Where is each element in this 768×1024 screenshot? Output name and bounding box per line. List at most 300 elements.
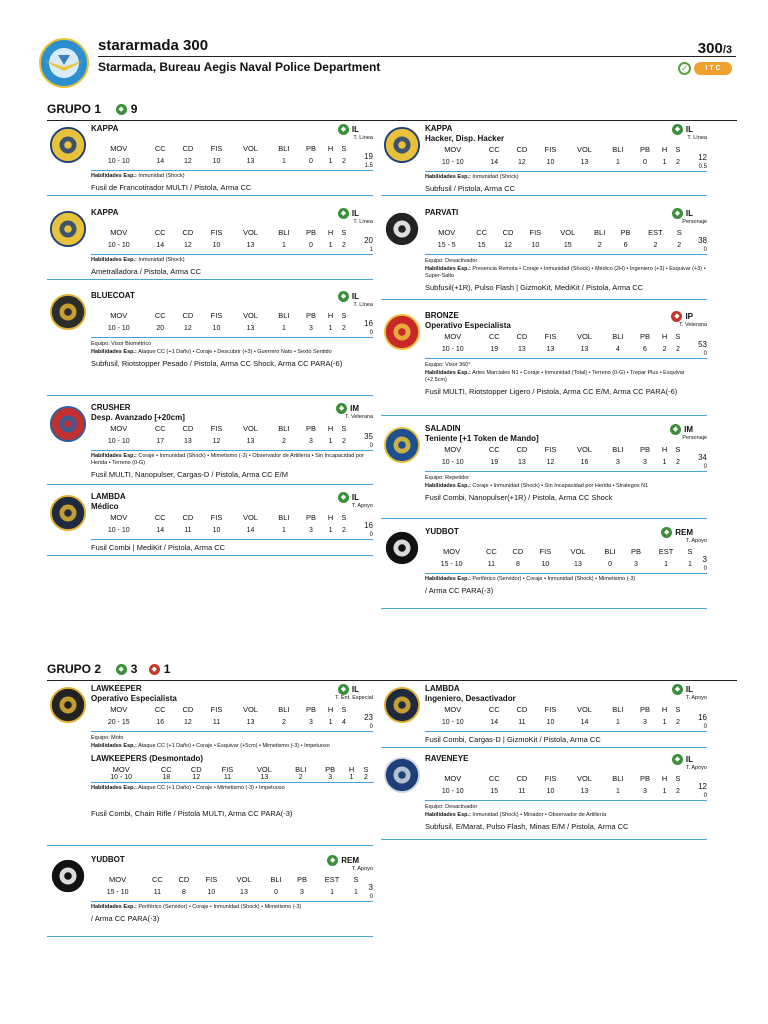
special-skills: Habilidades Esp.: Coraje • Inmunidad (Shock) • Mimetismo (-3) • Observador de Artillería • Sin Incapacidad por Herida • Terreno (0-G) (91, 453, 364, 466)
stat-header: CD (516, 705, 528, 714)
trooper-card-kappa (47, 124, 373, 196)
stat-header: H (661, 445, 668, 454)
stat-value: 1 (604, 154, 633, 172)
stat-header: FIS (210, 228, 223, 237)
stat-value: 16 (565, 454, 603, 472)
stat-value: 1 (324, 714, 338, 732)
stat-value: 3 (298, 433, 323, 451)
equipment: Equipo: Visor 360° (425, 362, 471, 368)
stat-value: 13 (560, 556, 597, 574)
trooper-swc: 0 (369, 330, 373, 336)
stat-value: 14 (146, 237, 174, 255)
stat-header: FIS (544, 445, 557, 454)
stat-table (425, 445, 707, 472)
trooper-name: BRONZE (425, 311, 459, 320)
stat-header: VOL (242, 705, 258, 714)
trooper-swc: 0 (703, 724, 707, 730)
card-body (425, 124, 707, 193)
stat-value: 11 (202, 714, 232, 732)
stat-header: BLI (594, 228, 606, 237)
dismounted-skills: Habilidades Esp.: Ataque CC (+1 Daño) • Coraje • Mimetismo (-3) • Impetuoso (91, 785, 285, 791)
stat-value: 11 (174, 522, 202, 540)
card-divider (47, 195, 373, 196)
trooper-type-tag: ◆ IL (338, 291, 359, 302)
stat-value: 13 (174, 433, 202, 451)
special-skills: Habilidades Esp.: Presencia Remota • Coraje • Inmunidad (Shock) • Médico (2H) • Ingeniero (+3) • Esquivar (+3) • Super-Salto (425, 266, 706, 279)
stat-header: VOL (256, 765, 272, 774)
stat-value: 2 (285, 774, 316, 783)
stat-value: 8 (505, 556, 531, 574)
trooper-profile: Operativo Especialista (91, 694, 177, 703)
card-divider (47, 484, 373, 485)
card-body (91, 403, 373, 479)
stat-value: 1 (350, 884, 362, 902)
stat-header: PB (630, 547, 641, 556)
stat-value: 2 (338, 320, 351, 338)
card-body (91, 124, 373, 192)
stat-header: CD (182, 311, 194, 320)
stat-header: FIS (210, 144, 223, 153)
check-icon: ✓ (678, 62, 691, 75)
card-divider (381, 747, 707, 748)
stat-table (425, 774, 707, 801)
trooper-card-raveneye (381, 754, 707, 840)
unit-emblem-icon (383, 126, 421, 164)
stat-header: PB (620, 228, 631, 237)
group-1-divider (47, 120, 737, 121)
stat-table (425, 145, 707, 172)
stat-table (425, 547, 707, 574)
trooper-type-tag: ◆ REM (327, 855, 359, 866)
stat-value: 2 (338, 433, 351, 451)
stat-header: BLI (612, 145, 624, 154)
stat-header: CD (190, 765, 202, 774)
stat-header: MOV (112, 765, 130, 774)
trooper-name: YUDBOT (91, 855, 125, 864)
trooper-name: CRUSHER (91, 403, 131, 412)
stat-value: 2 (638, 237, 673, 255)
stat-header: PB (305, 424, 316, 433)
stat-header: H (661, 145, 668, 154)
stat-header: FIS (544, 774, 557, 783)
trooper-type-tag: ◆ REM (661, 527, 693, 538)
trooper-card-bluecoat (47, 291, 373, 396)
trooper-profile: Desp. Avanzado [+20cm] (91, 413, 185, 422)
trooper-swc: 0 (703, 247, 707, 253)
stat-header: S (341, 311, 347, 320)
stat-value: 2 (658, 341, 672, 359)
weapons-list: Subfusil(+1R), Pulso Flash | GizmoKit, MediKit / Pistola, Arma CC (425, 283, 644, 292)
stat-value: 10 (202, 237, 232, 255)
trooper-type-tag: ◆ IL (672, 124, 693, 135)
stat-header: CD (502, 228, 514, 237)
trooper-swc: 0.5 (698, 164, 707, 170)
stat-value: 3 (632, 783, 657, 801)
trooper-name: LAMBDA (425, 684, 460, 693)
stat-value: 3 (298, 522, 323, 540)
stat-header: CD (182, 705, 194, 714)
stat-header: H (327, 144, 334, 153)
trooper-class: T. Línea (353, 302, 373, 308)
stat-value: 1 (270, 522, 299, 540)
stat-header: CC (486, 547, 497, 556)
army-logo (38, 37, 90, 89)
stat-header: S (676, 228, 682, 237)
card-body (425, 754, 707, 831)
stat-value: 12 (508, 154, 536, 172)
stat-value: 3 (298, 320, 323, 338)
equipment: Equipo: Desactivador (425, 804, 478, 810)
stat-header: S (341, 228, 347, 237)
stat-value: 10 (536, 783, 566, 801)
trooper-name: SALADIN (425, 424, 461, 433)
weapons-list: Fusil MULTI, Nanopulser, Cargas-D / Pistola, Arma CC E/M (91, 470, 288, 479)
stat-value: 15 - 10 (425, 556, 478, 574)
card-body (91, 208, 373, 276)
stat-value: 1 (324, 237, 338, 255)
special-skills: Habilidades Esp.: Inmunidad (Shock) (91, 257, 185, 263)
army-title: stararmada 300 (98, 37, 209, 54)
card-body (425, 424, 707, 502)
weapons-list: / Arma CC PARA(-3) (425, 586, 494, 595)
card-divider (381, 839, 707, 840)
stat-header: CC (476, 228, 488, 237)
trooper-name: KAPPA (425, 124, 453, 133)
stat-header: MOV (110, 311, 128, 320)
stat-header: BLI (278, 705, 290, 714)
card-body (425, 208, 707, 292)
trooper-class: Personaje (682, 435, 707, 441)
stat-header: VOL (560, 228, 576, 237)
stat-value: 3 (632, 454, 657, 472)
stat-value: 2 (270, 433, 299, 451)
stat-header: VOL (242, 311, 258, 320)
weapons-list: Fusil Combi | MediKit / Pistola, Arma CC (91, 543, 226, 552)
stat-header: MOV (444, 332, 462, 341)
stat-header: FIS (544, 145, 557, 154)
stat-header: MOV (438, 228, 456, 237)
stat-value: 11 (508, 783, 536, 801)
stat-header: VOL (242, 424, 258, 433)
stat-header: VOL (576, 332, 592, 341)
stat-value: 0 (596, 556, 624, 574)
stat-value: 19 (480, 341, 508, 359)
stat-header: PB (305, 705, 316, 714)
stat-header: FIS (544, 332, 557, 341)
stat-value: 10 - 10 (91, 774, 151, 783)
weapons-list: Ametralladora / Pistola, Arma CC (91, 267, 202, 276)
order-icon: ◆ (661, 527, 672, 538)
stat-value: 13 (231, 153, 269, 171)
trooper-type-tag: ◆ IM (670, 424, 693, 435)
order-icon: ◆ (327, 855, 338, 866)
army-subtitle: Starmada, Bureau Aegis Naval Police Department (98, 60, 381, 74)
stat-header: S (675, 705, 681, 714)
equipment: Equipo: Desactivador (425, 258, 478, 264)
stat-value: 14 (146, 153, 174, 171)
trooper-swc: 1 (369, 247, 373, 253)
stat-header: BLI (278, 228, 290, 237)
stat-header: S (675, 332, 681, 341)
stat-header: VOL (242, 144, 258, 153)
trooper-class: T. Línea (353, 135, 373, 141)
stat-header: MOV (444, 445, 462, 454)
stat-header: CC (154, 705, 166, 714)
trooper-type-tag: ◆ IL (672, 754, 693, 765)
trooper-cost: 23 (364, 713, 373, 722)
trooper-card-kappa (47, 208, 373, 280)
stat-value: 2 (338, 522, 351, 540)
order-icon: ◆ (338, 124, 349, 135)
trooper-type-tag: ◆ IM (336, 403, 359, 414)
stat-value: 3 (290, 884, 314, 902)
stat-value: 10 (202, 522, 232, 540)
special-skills: Habilidades Esp.: Periférico (Servidor) • Coraje • Inmunidad (Shock) • Mimetismo (-3) (91, 904, 302, 910)
stat-header: CC (488, 445, 500, 454)
trooper-name: YUDBOT (425, 527, 459, 536)
special-skills: Habilidades Esp.: Periférico (Servidor) • Coraje • Inmunidad (Shock) • Mimetismo (-3) (425, 576, 636, 582)
stat-value: 15 - 10 (91, 884, 144, 902)
stat-header: FIS (210, 705, 223, 714)
trooper-profile: Teniente [+1 Token de Mando] (425, 434, 539, 443)
card-divider (47, 395, 373, 396)
stat-header: CC (154, 513, 166, 522)
stat-header: H (327, 311, 334, 320)
stat-value: 12 (495, 237, 521, 255)
stat-value: 13 (508, 454, 536, 472)
stat-header: CC (154, 144, 166, 153)
stat-header: CD (182, 144, 194, 153)
stat-header: PB (296, 875, 307, 884)
stat-header: BLI (612, 445, 624, 454)
stat-header: PB (639, 774, 650, 783)
stat-header: CC (488, 774, 500, 783)
unit-emblem-icon (383, 426, 421, 464)
trooper-type-tag: ◆ IL (338, 208, 359, 219)
trooper-profile: Operativo Especialista (425, 321, 511, 330)
stat-value: 10 - 10 (425, 341, 480, 359)
trooper-class: T. Apoyo (685, 695, 707, 701)
unit-emblem-icon (49, 126, 87, 164)
stat-value: 2 (672, 454, 685, 472)
stat-value: 0 (298, 237, 323, 255)
stat-header: H (661, 332, 668, 341)
unit-emblem-icon (49, 857, 87, 895)
trooper-type-tag: ◆ IL (672, 208, 693, 219)
trooper-type-tag: ◆ IL (338, 684, 359, 695)
trooper-type-tag: ◆ IL (338, 492, 359, 503)
order-icon: ◆ (338, 684, 349, 695)
itc-badge: I T C (694, 62, 732, 75)
stat-value: 10 - 10 (91, 320, 146, 338)
special-skills: Habilidades Esp.: Ataque CC (+1 Daño) • Coraje • Esquivar (+5cm) • Mimetismo (-3) • Impetuoso (91, 743, 330, 749)
stat-header: CD (182, 424, 194, 433)
trooper-name: LAMBDA (91, 492, 126, 501)
card-divider (47, 936, 373, 937)
trooper-profile: Ingeniero, Desactivador (425, 694, 516, 703)
stat-header: PB (305, 513, 316, 522)
stat-value: 1 (270, 320, 299, 338)
trooper-name: RAVENEYE (425, 754, 469, 763)
stat-table (425, 705, 707, 732)
stat-header: CC (488, 145, 500, 154)
stat-value: 1 (324, 320, 338, 338)
order-icon: ◆ (336, 403, 347, 414)
stat-value: 10 - 10 (425, 714, 480, 732)
stat-value: 13 (565, 341, 603, 359)
order-icon: ◆ (672, 754, 683, 765)
trooper-class: T. Veterana (345, 414, 373, 420)
stat-value: 0 (298, 153, 323, 171)
stat-value: 13 (565, 783, 603, 801)
stat-table (91, 705, 373, 732)
trooper-card-parvati (381, 208, 707, 300)
stat-header: CD (516, 445, 528, 454)
stat-header: VOL (242, 513, 258, 522)
stat-value: 15 - 5 (425, 237, 469, 255)
stat-value: 0 (262, 884, 290, 902)
stat-value: 1 (324, 153, 338, 171)
irregular-order-icon: ◆ (149, 664, 160, 675)
stat-header: CD (178, 875, 190, 884)
stat-header: CD (182, 228, 194, 237)
trooper-card-yudbot (47, 855, 373, 937)
stat-header: EST (324, 875, 340, 884)
order-icon: ◆ (338, 291, 349, 302)
stat-value: 10 (202, 153, 232, 171)
trooper-swc: 0 (703, 566, 707, 572)
card-divider (381, 518, 707, 519)
stat-value: 20 - 15 (91, 714, 146, 732)
stat-table (425, 332, 707, 359)
stat-value: 10 - 10 (425, 783, 480, 801)
stat-header: MOV (444, 145, 462, 154)
trooper-cost: 20 (364, 236, 373, 245)
stat-header: FIS (210, 513, 223, 522)
trooper-cost: 53 (698, 340, 707, 349)
trooper-cost: 38 (698, 236, 707, 245)
stat-header: VOL (236, 875, 252, 884)
card-body (425, 527, 707, 595)
stat-table (91, 875, 373, 902)
trooper-name: KAPPA (91, 208, 119, 217)
stat-header: H (327, 513, 334, 522)
stat-value: 6 (613, 237, 637, 255)
stat-value: 1 (604, 783, 633, 801)
stat-header: EST (648, 228, 663, 237)
special-skills: Habilidades Esp.: Coraje • Inmunidad (Shock) • Sin Incapacidad por Herida • Strategos N1 (425, 483, 649, 489)
trooper-class: T. Apoyo (685, 538, 707, 544)
stat-table (91, 424, 373, 451)
stat-header: FIS (210, 424, 223, 433)
stat-value: 3 (632, 714, 657, 732)
unit-emblem-icon (383, 313, 421, 351)
stat-value: 1 (658, 454, 672, 472)
stat-value: 10 - 10 (91, 153, 146, 171)
unit-emblem-icon (383, 686, 421, 724)
stat-value: 11 (508, 714, 536, 732)
stat-header: PB (639, 332, 650, 341)
stat-header: CD (516, 774, 528, 783)
stat-header: S (341, 513, 347, 522)
stat-header: H (661, 705, 668, 714)
stat-header: MOV (109, 875, 127, 884)
stat-header: MOV (110, 513, 128, 522)
stat-value: 14 (231, 522, 269, 540)
stat-header: PB (639, 705, 650, 714)
stat-value: 10 (531, 556, 559, 574)
trooper-class: T. Apoyo (351, 503, 373, 509)
stat-table (91, 513, 373, 540)
stat-header: S (363, 765, 369, 774)
card-divider (381, 608, 707, 609)
stat-value: 1 (658, 783, 672, 801)
trooper-swc: 0 (369, 724, 373, 730)
stat-header: BLI (612, 774, 624, 783)
stat-table (91, 228, 373, 255)
stat-header: CD (516, 332, 528, 341)
trooper-class: T. Veterana (679, 322, 707, 328)
stat-table (91, 144, 373, 171)
card-body (91, 492, 373, 552)
equipment: Equipo: Visor Biométrico (91, 341, 152, 347)
card-body (91, 291, 373, 368)
stat-value: 1 (324, 433, 338, 451)
order-icon: ◆ (671, 311, 682, 322)
order-icon: ◆ (338, 492, 349, 503)
stat-header: S (341, 144, 347, 153)
stat-value: 13 (536, 341, 566, 359)
stat-value: 10 - 10 (91, 433, 146, 451)
unit-emblem-icon (383, 756, 421, 794)
stat-value: 1 (344, 774, 359, 783)
stat-header: H (327, 228, 334, 237)
group-1-title: GRUPO 1 ◆ 9 (47, 102, 138, 116)
army-points: 300/3 (697, 40, 732, 57)
stat-header: EST (658, 547, 674, 556)
stat-value: 10 - 10 (91, 522, 146, 540)
stat-value: 11 (211, 774, 243, 783)
stat-value: 10 (536, 714, 566, 732)
stat-header: PB (305, 144, 316, 153)
weapons-list: Subfusil, E/Marat, Pulso Flash, Minas E/M / Pistola, Arma CC (425, 822, 629, 831)
stat-value: 0 (632, 154, 657, 172)
weapons-list: Subfusil / Pistola, Arma CC (425, 184, 516, 193)
stat-value: 4 (338, 714, 351, 732)
stat-value: 2 (673, 237, 685, 255)
stat-value: 12 (174, 320, 202, 338)
card-body (91, 684, 373, 818)
stat-header: CC (154, 424, 166, 433)
trooper-name: PARVATI (425, 208, 459, 217)
trooper-class: T. Línea (353, 219, 373, 225)
trooper-card-lambda (47, 492, 373, 556)
stat-value: 1 (604, 714, 633, 732)
weapons-list: Subfusil, Riotstopper Pesado / Pistola, Arma CC Shock, Arma CC PARA(-6) (91, 359, 343, 368)
regular-order-icon: ◆ (116, 104, 127, 115)
unit-emblem-icon (383, 210, 421, 248)
stat-value: 3 (624, 556, 648, 574)
trooper-name: LAWKEEPER (91, 684, 142, 693)
stat-value: 19 (480, 454, 508, 472)
stat-header: MOV (110, 144, 128, 153)
stat-value: 1 (270, 153, 299, 171)
stat-value: 10 (536, 154, 566, 172)
stat-header: S (341, 424, 347, 433)
stat-value: 13 (231, 433, 269, 451)
stat-value: 3 (316, 774, 344, 783)
stat-value: 10 - 10 (425, 154, 480, 172)
